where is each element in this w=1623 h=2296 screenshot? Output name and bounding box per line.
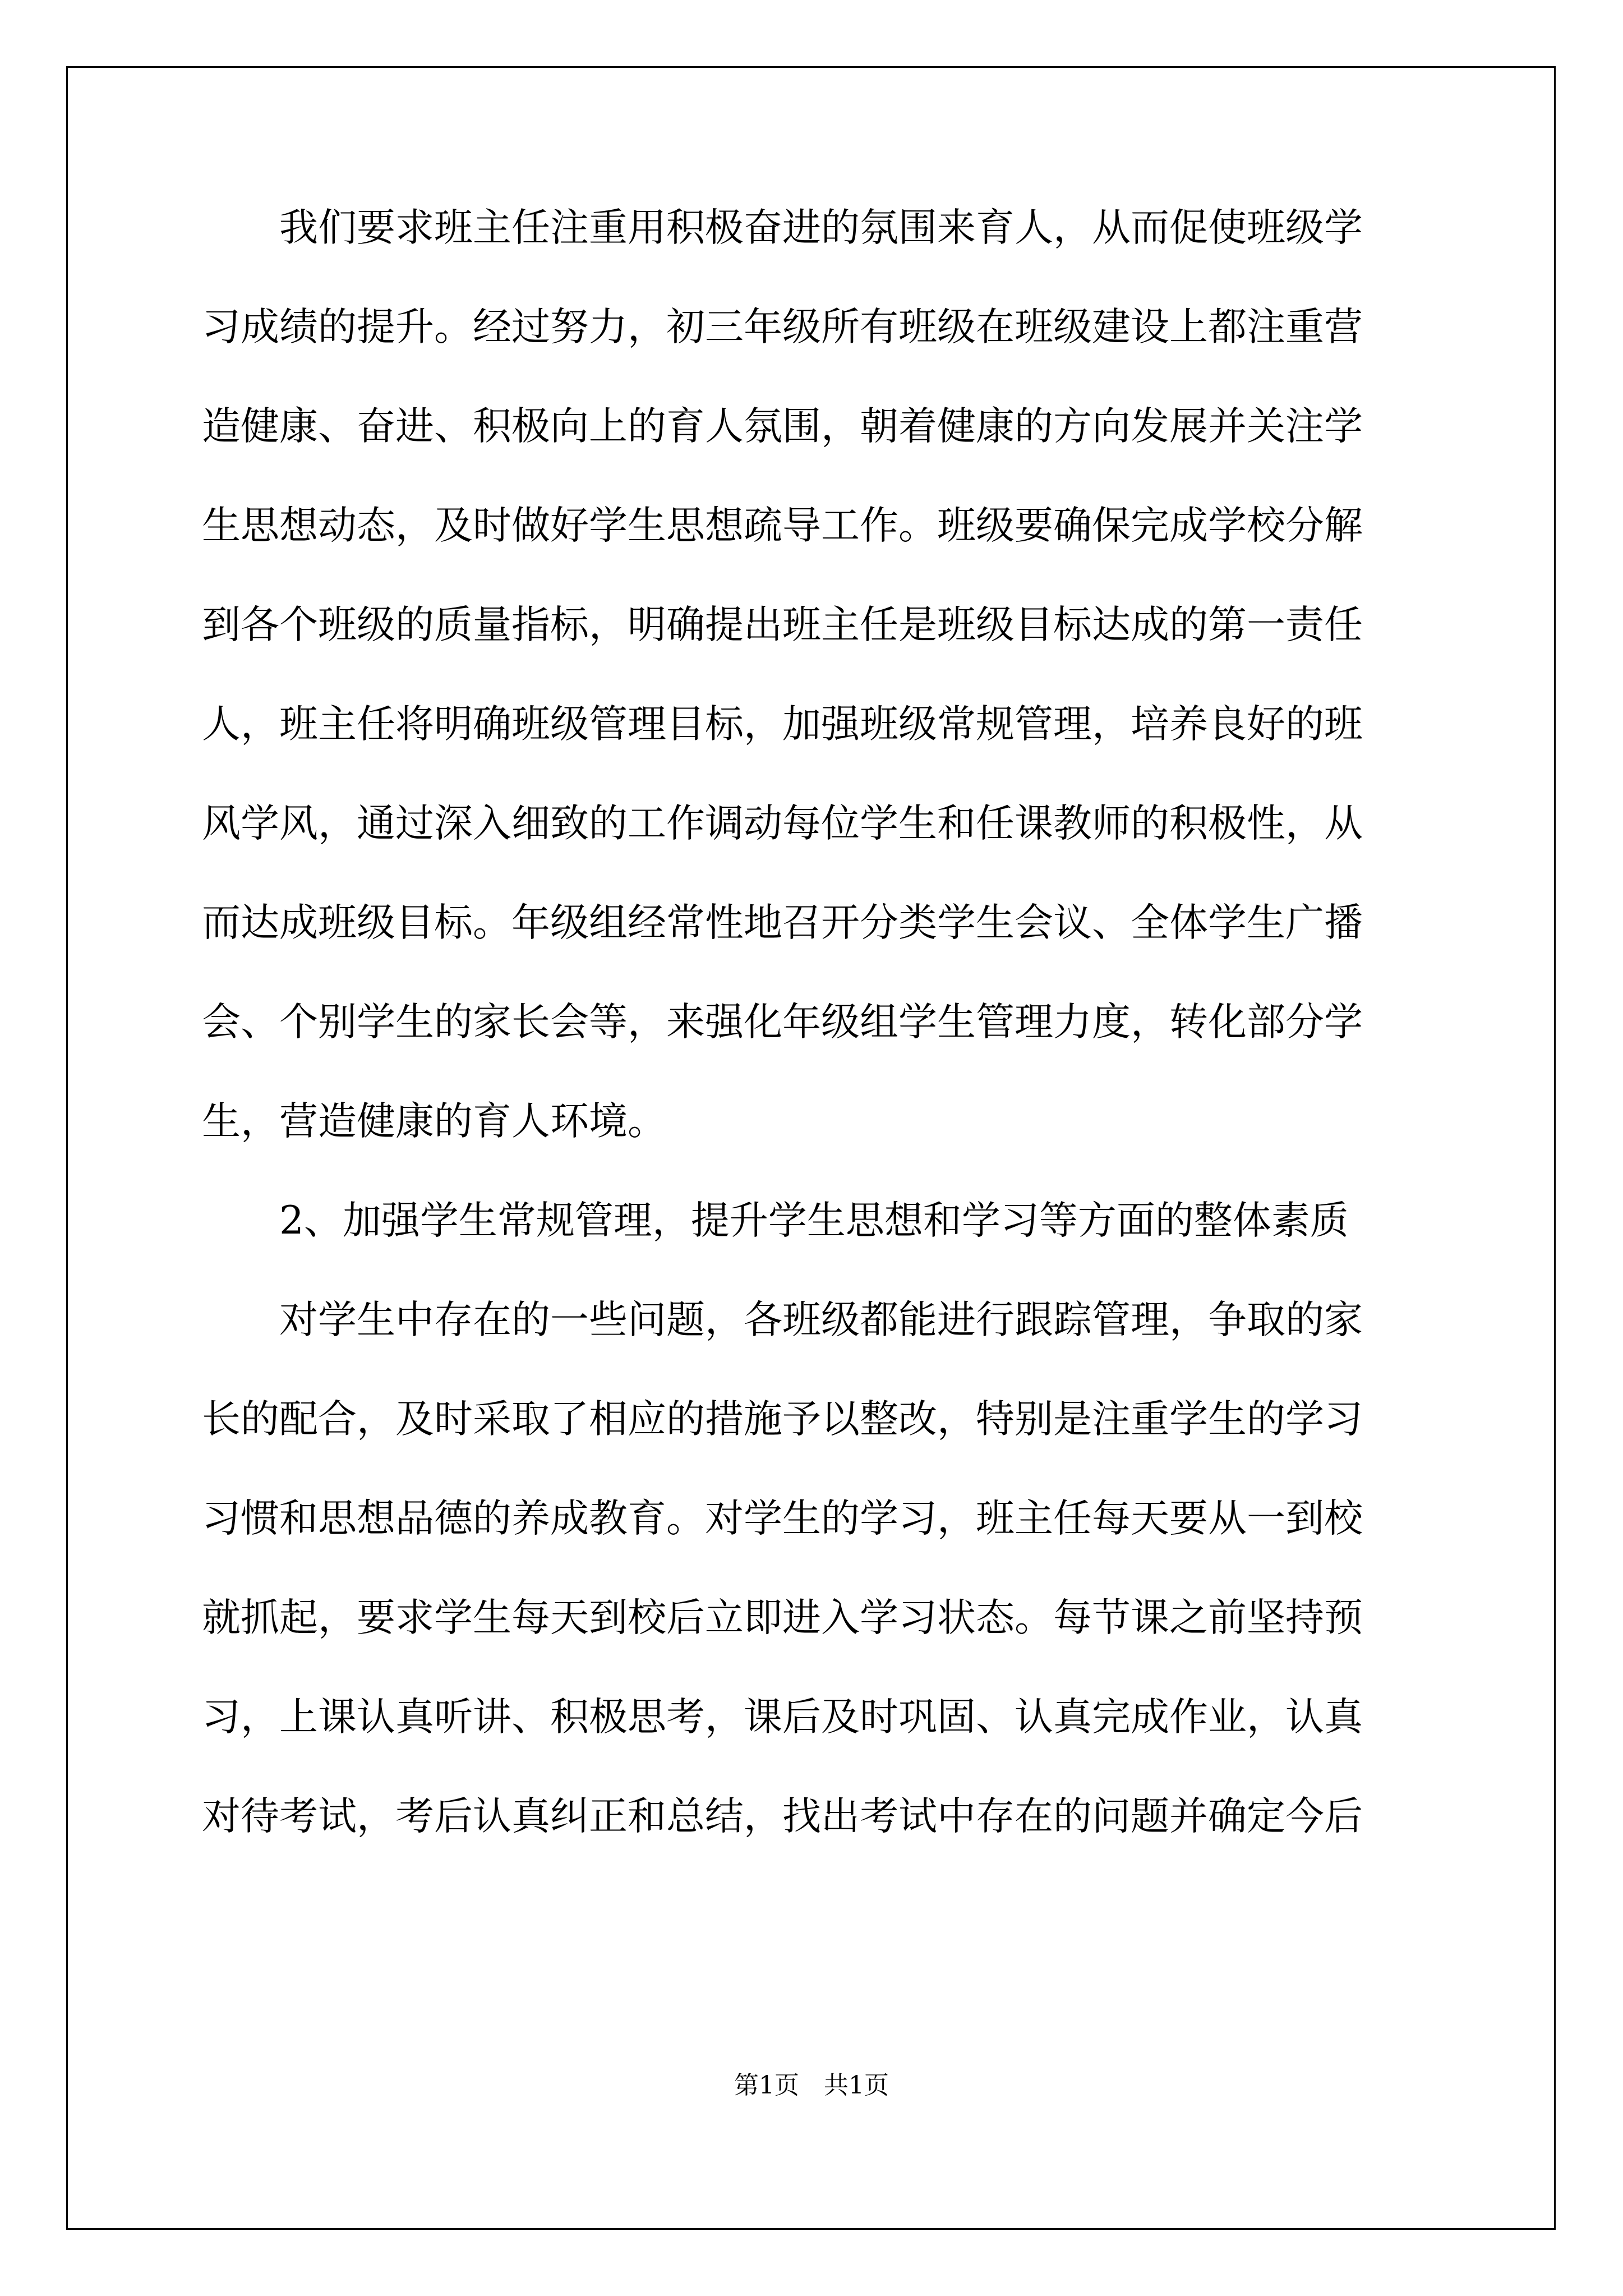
paragraph-3-line-6: 对待考试，考后认真纠正和总结，找出考试中存在的问题并确定今后 [202, 1794, 1363, 1839]
paragraph-1-line-10: 生，营造健康的育人环境。 [202, 1099, 666, 1144]
paragraph-1-line-8: 而达成班级目标。年级组经常性地召开分类学生会议、全体学生广播 [202, 900, 1363, 945]
paragraph-3-line-5: 习，上课认真听讲、积极思考，课后及时巩固、认真完成作业，认真 [202, 1695, 1363, 1740]
paragraph-1-line-9: 会、个别学生的家长会等，来强化年级组学生管理力度，转化部分学 [202, 1000, 1363, 1045]
paragraph-2-line-1: 2、加强学生常规管理，提升学生思想和学习等方面的整体素质 [279, 1198, 1349, 1243]
paragraph-1-line-7: 风学风，通过深入细致的工作调动每位学生和任课教师的积极性，从 [202, 801, 1363, 846]
paragraph-3-line-2: 长的配合，及时采取了相应的措施予以整改，特别是注重学生的学习 [202, 1397, 1363, 1442]
paragraph-1-line-4: 生思想动态，及时做好学生思想疏导工作。班级要确保完成学校分解 [202, 503, 1363, 548]
paragraph-1-line-1: 我们要求班主任注重用积极奋进的氛围来育人，从而促使班级学 [279, 205, 1363, 250]
paragraph-1-line-5: 到各个班级的质量指标，明确提出班主任是班级目标达成的第一责任 [202, 602, 1363, 647]
page-number-footer: 第1页 共1页 [734, 2071, 889, 2100]
paragraph-3-line-3: 习惯和思想品德的养成教育。对学生的学习，班主任每天要从一到校 [202, 1496, 1363, 1541]
paragraph-3-line-1: 对学生中存在的一些问题，各班级都能进行跟踪管理，争取的家 [279, 1297, 1363, 1342]
paragraph-1-line-2: 习成绩的提升。经过努力，初三年级所有班级在班级建设上都注重营 [202, 305, 1363, 349]
paragraph-1-line-6: 人，班主任将明确班级管理目标，加强班级常规管理，培养良好的班 [202, 702, 1363, 747]
page-border [66, 66, 1556, 2230]
paragraph-3-line-4: 就抓起，要求学生每天到校后立即进入学习状态。每节课之前坚持预 [202, 1595, 1363, 1640]
paragraph-1-line-3: 造健康、奋进、积极向上的育人氛围，朝着健康的方向发展并关注学 [202, 404, 1363, 449]
